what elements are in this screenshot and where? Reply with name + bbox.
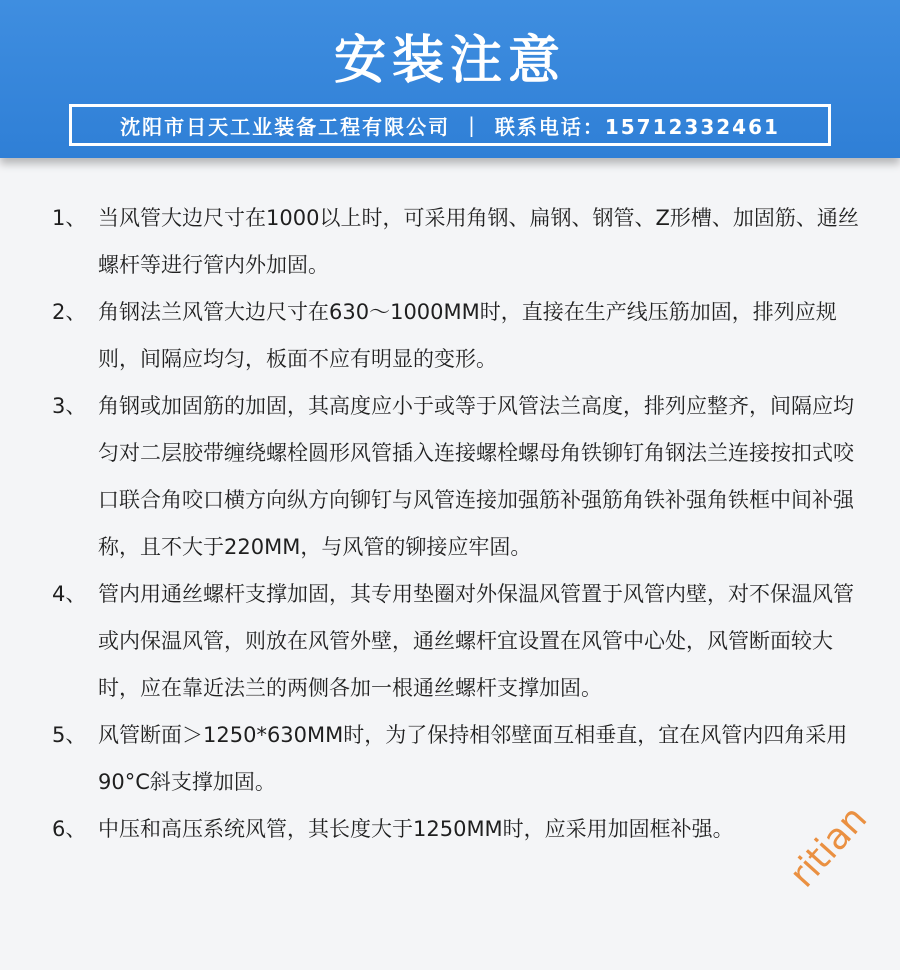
watermark-logo: ritian (782, 798, 876, 896)
item-text: 当风管大边尺寸在1000以上时，可采用角钢、扁钢、钢管、Z形槽、加固筋、通丝螺杆等进行管内外加固。 (98, 206, 859, 277)
item-number: 1、 (52, 206, 87, 230)
company-info-box (69, 104, 831, 146)
item-text: 风管断面＞1250*630MM时，为了保持相邻壁面互相垂直，宜在风管内四角采用90°C斜支撑加固。 (98, 723, 848, 794)
item-number: 5、 (52, 723, 87, 747)
list-item (52, 806, 862, 853)
page-title: 安装注意 (333, 31, 566, 91)
item-number: 2、 (52, 300, 87, 324)
item-text: 角钢或加固筋的加固，其高度应小于或等于风管法兰高度，排列应整齐，间隔应均匀对二层胶带缠绕螺栓圆形风管插入连接螺栓螺母角铁铆钉角钢法兰连接按扣式咬口联合角咬口横方向纵方向铆钉与风管连接加强筋补强筋角铁补强角铁框中间补强称，且不大于220MM，与风管的铆接应牢固。 (98, 394, 854, 559)
item-text: 角钢法兰风管大边尺寸在630～1000MM时，直接在生产线压筋加固，排列应规则，间隔应均匀，板面不应有明显的变形。 (98, 300, 837, 371)
company-name: 沈阳市日天工业装备工程有限公司 (120, 114, 451, 139)
item-number: 4、 (52, 582, 87, 606)
list-item (52, 195, 862, 289)
item-text: 中压和高压系统风管，其长度大于1250MM时，应采用加固框补强。 (98, 817, 734, 841)
contact-phone: 联系电话：15712332461 (494, 114, 780, 139)
list-item (52, 383, 862, 571)
info-separator: | (468, 113, 477, 137)
notes-list (52, 195, 862, 853)
item-number: 3、 (52, 394, 87, 418)
list-item (52, 289, 862, 383)
header-banner (0, 0, 900, 158)
item-text: 管内用通丝螺杆支撑加固，其专用垫圈对外保温风管置于风管内壁，对不保温风管或内保温风管，则放在风管外壁，通丝螺杆宜设置在风管中心处，风管断面较大时，应在靠近法兰的两侧各加一根通丝螺杆支撑加固。 (98, 582, 854, 700)
list-item (52, 571, 862, 712)
list-item (52, 712, 862, 806)
item-number: 6、 (52, 817, 87, 841)
